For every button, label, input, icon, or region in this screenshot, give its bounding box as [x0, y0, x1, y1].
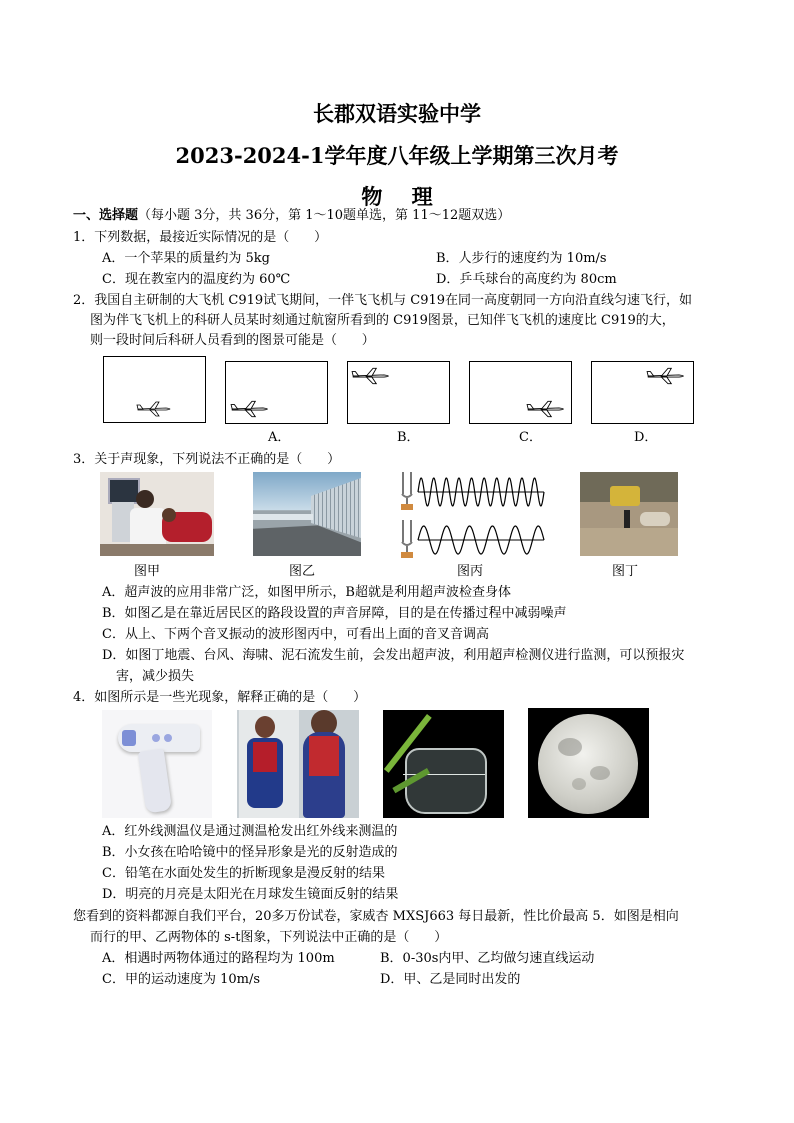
exam-title: 2023-2024-1学年度八年级上学期第三次月考: [175, 143, 619, 168]
airplane-icon: [230, 400, 274, 418]
tuning-fork-icon: [401, 520, 413, 558]
full-moon-photo: [528, 708, 649, 818]
q1-stem: 1．下列数据，最接近实际情况的是（ ）: [73, 230, 328, 245]
infrared-thermometer-photo: [102, 710, 212, 818]
q2-line2: 图为伴飞飞机上的科研人员某时刻通过航窗所看到的 C919图景，已知伴飞飞机的速度比 C919的大，: [90, 313, 675, 328]
q5-option-d: D．甲、乙是同时出发的: [380, 972, 521, 987]
q1-option-c: C．现在教室内的温度约为 60℃: [102, 272, 291, 287]
q3-caption-bing: 图丙: [457, 564, 484, 579]
section-title-bold: 一、选择题: [73, 208, 139, 223]
airplane-icon: [646, 367, 690, 385]
q2-label-b: B．: [397, 430, 420, 445]
q4-stem: 4．如图所示是一些光现象，解释正确的是（ ）: [73, 690, 367, 705]
q2-line3: 则一段时间后科研人员看到的图景可能是（ ）: [90, 333, 375, 348]
q3-option-d-line1: D．如图丁地震、台风、海啸、泥石流发生前，会发出超声波，利用超声检测仪进行监测，可以预报灾: [102, 648, 685, 663]
airplane-icon: [136, 401, 176, 417]
pencil-in-water-photo: [383, 710, 504, 818]
q3-option-a: A．超声波的应用非常广泛，如图甲所示，B超就是利用超声波检查身体: [102, 585, 511, 600]
section-title: [73, 206, 510, 226]
airplane-icon: [351, 367, 395, 385]
q2-label-a: A．: [268, 430, 291, 445]
q5-option-c: C．甲的运动速度为 10m/s: [102, 972, 260, 987]
q5-option-a: A．相遇时两物体通过的路程均为 100m: [102, 951, 335, 966]
school-title: 长郡双语实验中学: [313, 101, 481, 126]
subject-title: 物 理: [361, 184, 433, 209]
q4-option-c: C．铅笔在水面处发生的折断现象是漫反射的结果: [102, 866, 385, 881]
q5-line2: 而行的甲、乙两物体的 s-t图象，下列说法中正确的是（ ）: [90, 930, 448, 945]
q2-figure-d: [591, 361, 694, 424]
section-title-note: （每小题 3分，共 36分，第 1～10题单选，第 11～12题双选）: [138, 208, 511, 223]
q3-option-d-line2: 害，减少损失: [116, 669, 195, 684]
mudslide-photo: [580, 472, 678, 556]
q2-line1: 2．我国自主研制的大飞机 C919试飞期间，一伴飞飞机与 C919在同一高度朝同一方向沿直线匀速飞行，如: [73, 293, 693, 308]
q3-option-b: B．如图乙是在靠近居民区的路段设置的声音屏障，目的是在传播过程中减弱噪声: [102, 606, 567, 621]
tuning-fork-waveforms: [398, 470, 546, 562]
q4-option-d: D．明亮的月亮是太阳光在月球发生镜面反射的结果: [102, 887, 399, 902]
ultrasound-photo: [100, 472, 214, 556]
q2-figure-original: [103, 356, 206, 423]
q2-figure-c: [469, 361, 572, 424]
q2-label-c: C．: [519, 430, 542, 445]
q3-caption-yi: 图乙: [289, 564, 316, 579]
q4-option-a: A．红外线测温仪是通过测温枪发出红外线来测温的: [102, 824, 398, 839]
q1-option-a: A．一个苹果的质量约为 5kg: [102, 251, 270, 266]
q2-figure-b: [347, 361, 450, 424]
q2-figure-a: [225, 361, 328, 424]
q3-caption-ding: 图丁: [612, 564, 639, 579]
airplane-icon: [526, 400, 570, 418]
tuning-fork-icon: [401, 472, 413, 510]
q1-option-d: D．乒乓球台的高度约为 80cm: [436, 272, 617, 287]
q4-option-b: B．小女孩在哈哈镜中的怪异形象是光的反射造成的: [102, 845, 398, 860]
q2-label-d: D．: [634, 430, 658, 445]
q5-option-b: B．0-30s内甲、乙均做匀速直线运动: [380, 951, 595, 966]
q3-stem: 3．关于声现象，下列说法不正确的是（ ）: [73, 452, 341, 467]
q1-option-b: B．人步行的速度约为 10m/s: [436, 251, 607, 266]
q3-option-c: C．从上、下两个音叉振动的波形图丙中，可看出上面的音叉音调高: [102, 627, 489, 642]
q3-caption-jia: 图甲: [134, 564, 161, 579]
funhouse-mirror-photo: [237, 710, 359, 818]
sound-barrier-photo: [253, 472, 361, 556]
q5-line1: 您看到的资料都源自我们平台，20多万份试卷，家威杏 MXSJ663 每日最新，性比价最高 5．如图是相向: [73, 909, 679, 924]
